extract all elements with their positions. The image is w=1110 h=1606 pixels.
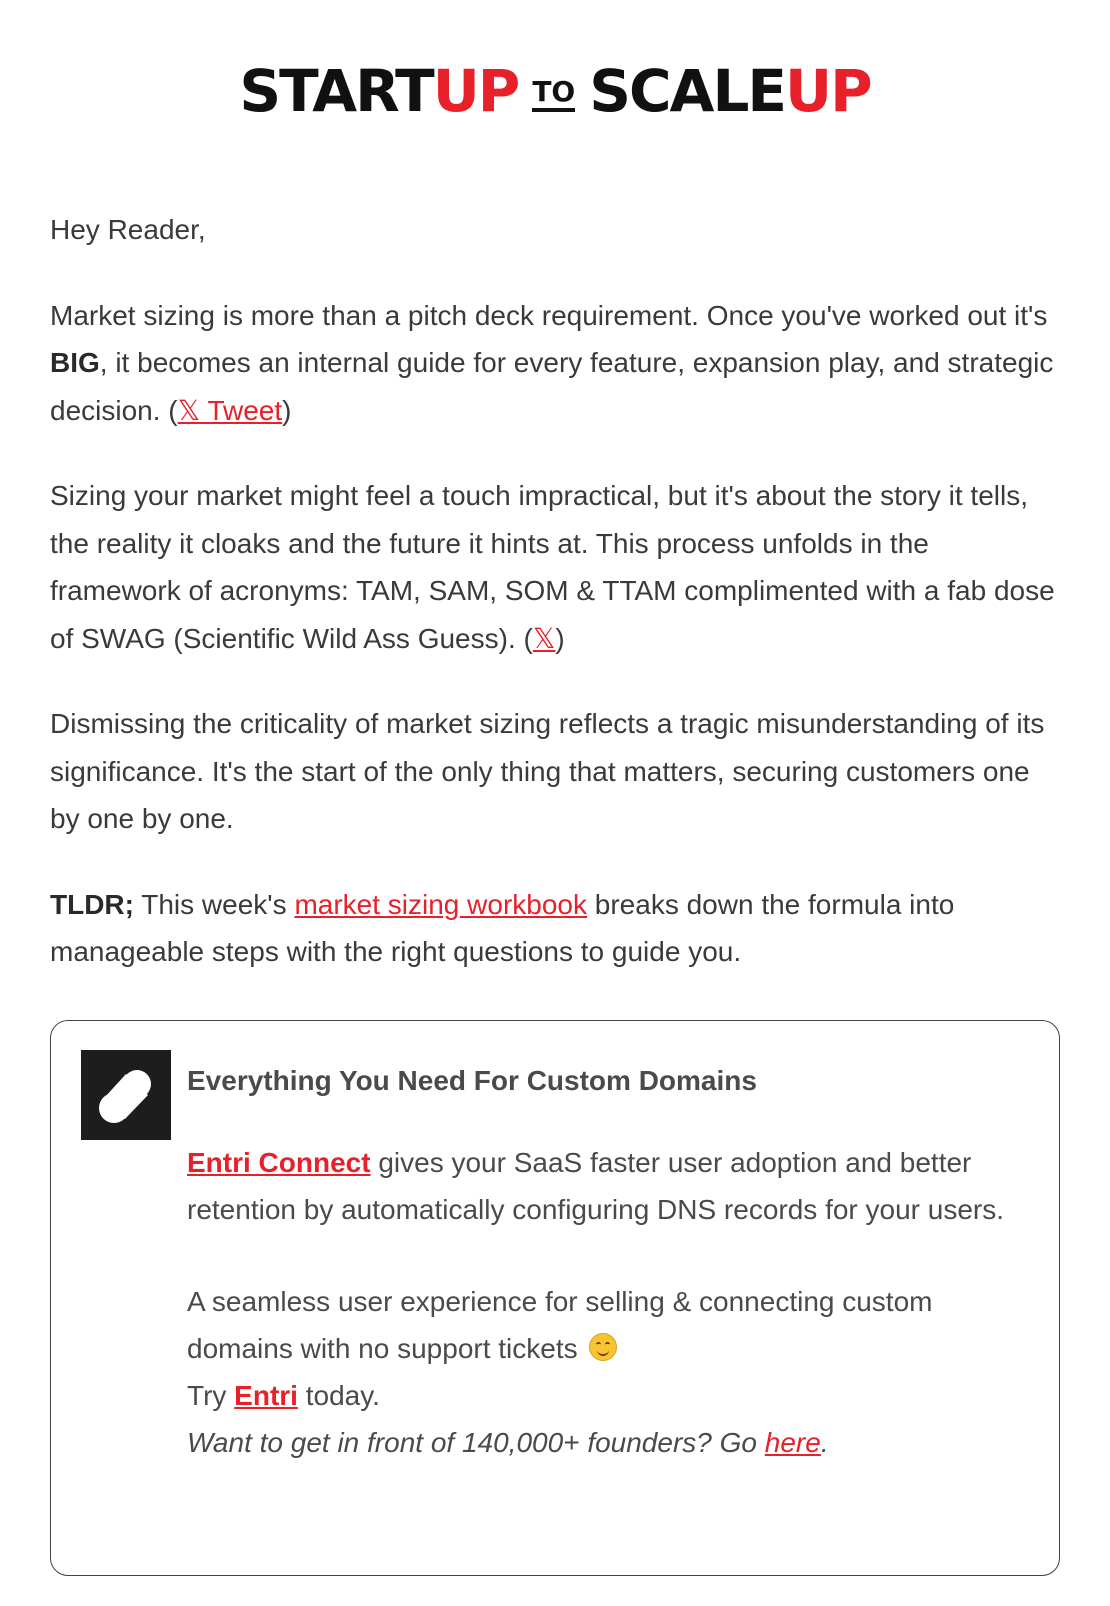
tldr-label: TLDR; [50, 888, 134, 920]
bold-text: BIG [50, 347, 100, 378]
paragraph-text: ) [555, 622, 565, 654]
workbook-link[interactable]: market sizing workbook [294, 888, 587, 920]
advertise-line [187, 1419, 1017, 1466]
logo-up-2: UP [785, 57, 871, 125]
greeting: Hey Reader, [50, 214, 206, 245]
paragraph-text: This week's [133, 888, 295, 920]
paragraph-text: breaks down the formula into manageable steps with the right questions to guide you. [50, 888, 955, 967]
logo-start: START [239, 57, 433, 125]
paragraph-text: Sizing your market might feel a touch impractical, but it's about the story it tells, the reality it cloaks and the future it hints at. This process unfolds in the framework of acronyms: TAM, SAM, SOM & TTAM complimented with a fab dose of SWAG (Scientific Wild Ass Guess). ( [50, 480, 1055, 654]
entri-connect-link[interactable]: Entri Connect [187, 1147, 371, 1178]
smiling-face-icon [589, 1333, 617, 1361]
x-link[interactable]: 𝕏 [532, 622, 556, 654]
entri-logo-icon[interactable] [81, 1050, 171, 1140]
paragraph-criticality: Dismissing the criticality of market sizing reflects a tragic misunderstanding of its significance. It's the start of the only thing that matters, securing customers one by one by one. [50, 708, 1045, 834]
sponsor-title: Everything You Need For Custom Domains [187, 1065, 757, 1096]
paragraph-market-sizing [50, 292, 1060, 435]
logo-up-1: UP [432, 57, 519, 125]
sponsor-text: gives your SaaS faster user adoption and better retention by automatically configuring DNS records for your users. [187, 1147, 1005, 1225]
paragraph-tldr [50, 881, 1060, 976]
sponsor-text: A seamless user experience for selling & connecting custom domains with no support tickets [187, 1286, 933, 1364]
entri-logo-glyph [81, 1050, 171, 1140]
sponsor-text: today. [297, 1380, 380, 1411]
advertise-here-link[interactable]: here [764, 1427, 821, 1458]
sponsor-body [187, 1139, 1017, 1466]
paragraph-text: , it becomes an internal guide for every feature, expansion play, and strategic decision. ( [50, 347, 1054, 426]
paragraph-text: ) [282, 394, 292, 426]
sponsor-paragraph [187, 1278, 1017, 1372]
advertise-text: . [820, 1427, 829, 1458]
tweet-link[interactable]: 𝕏 Tweet [177, 394, 283, 426]
logo-to: TO [532, 78, 575, 112]
newsletter-body [50, 206, 1060, 1014]
sponsor-box [50, 1020, 1060, 1576]
advertise-text: Want to get in front of 140,000+ founders? Go [187, 1427, 765, 1458]
sponsor-text: Try [187, 1380, 235, 1411]
paragraph-acronyms [50, 472, 1060, 662]
logo-scale: SCALE [589, 57, 786, 125]
newsletter-logo [0, 57, 1110, 125]
entri-link[interactable]: Entri [234, 1380, 298, 1411]
paragraph-text: Market sizing is more than a pitch deck requirement. Once you've worked out it's [50, 299, 1048, 331]
spacer [187, 1233, 1017, 1278]
sponsor-cta [187, 1372, 1017, 1419]
sponsor-paragraph [187, 1139, 1017, 1233]
